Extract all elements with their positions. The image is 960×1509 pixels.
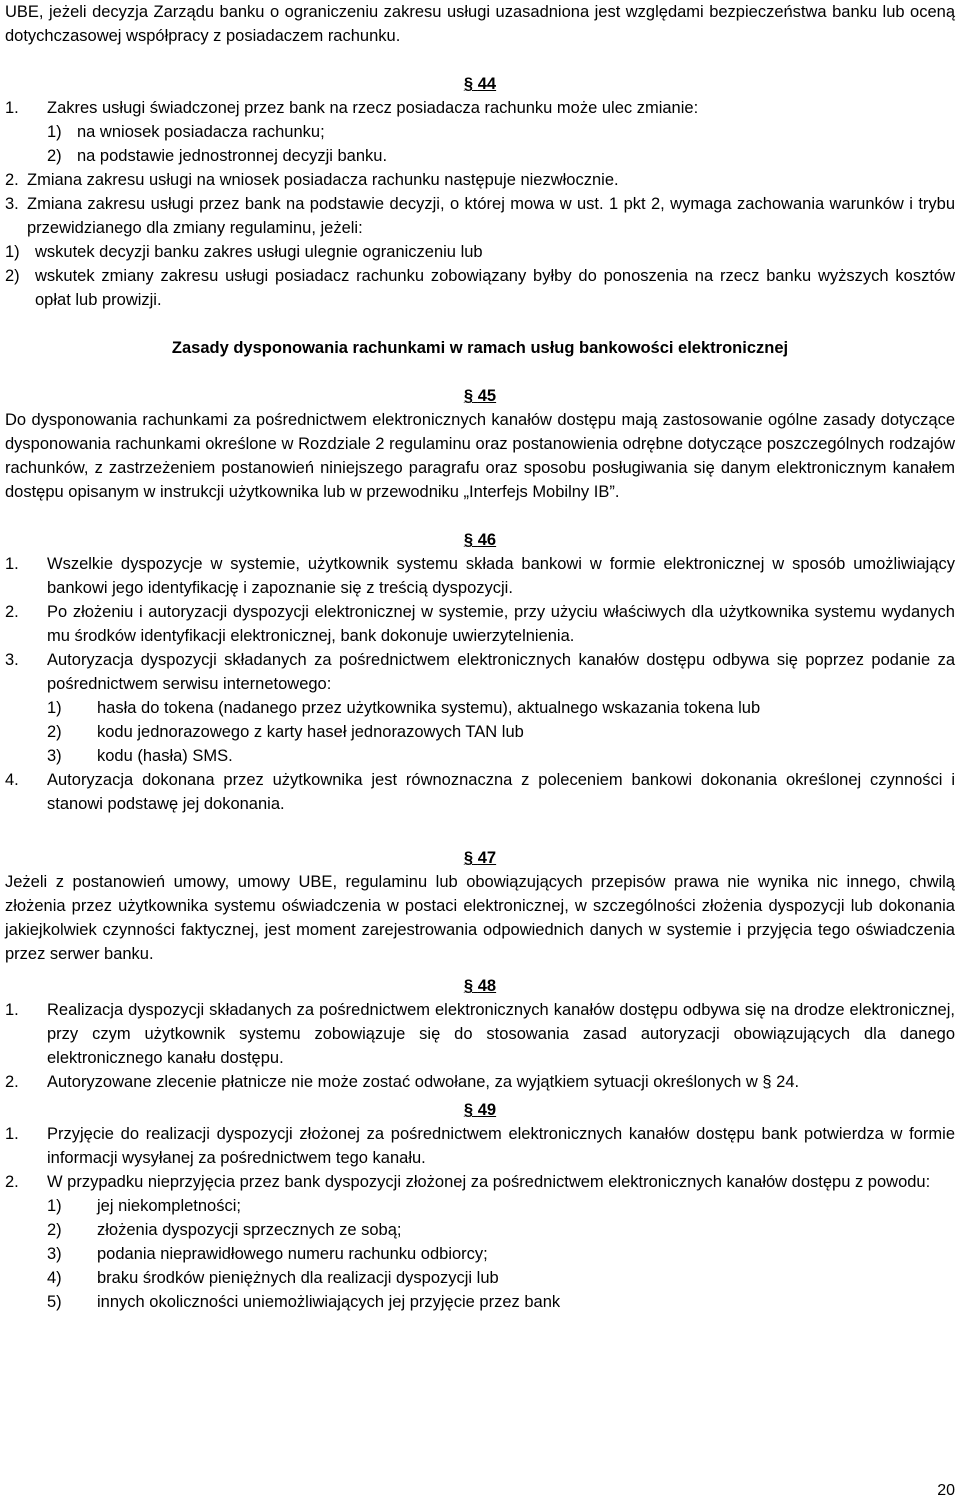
section-number: 44 [477, 75, 497, 93]
list-item: 1. Wszelkie dyspozycje w systemie, użytkownik systemu składa bankowi w formie elektronicznej w sposób umożliwiający bankowi jego identyfikację i zapoznanie się z treścią dyspozycji. [5, 555, 955, 597]
page-number: 20 [937, 1482, 955, 1499]
sub-list-item: 5) innych okoliczności uniemożliwiających jej przyjęcie przez bank [47, 1293, 561, 1311]
sub-list-item: 3) kodu (hasła) SMS. [47, 747, 233, 765]
section-heading-47 [5, 846, 955, 870]
section-number: 49 [477, 1101, 497, 1119]
section-heading-48 [5, 974, 955, 998]
list-item: 3. Zmiana zakresu usługi przez bank na podstawie decyzji, o której mowa w ust. 1 pkt 2, wymaga zachowania warunków i trybu przewidzianego dla zmiany regulaminu, jeżeli: [5, 195, 955, 237]
list-item: 2. Zmiana zakresu usługi na wniosek posiadacza rachunku następuje niezwłocznie. [5, 171, 619, 189]
sub-list-item: 1) wskutek decyzji banku zakres usługi ulegnie ograniczeniu lub [5, 243, 483, 261]
list-item: 3. Autoryzacja dyspozycji składanych za pośrednictwem elektronicznych kanałów dostępu odbywa się poprzez podanie za pośrednictwem serwisu internetowego: [5, 651, 955, 693]
sub-list-item: 4) braku środków pieniężnych dla realizacji dyspozycji lub [47, 1269, 499, 1287]
section-number: 46 [477, 531, 497, 549]
section-heading-45 [5, 384, 955, 408]
section-heading-49 [5, 1098, 955, 1122]
continuation-paragraph: UBE, jeżeli decyzja Zarządu banku o ograniczeniu zakresu usługi uzasadniona jest względami bezpieczeństwa banku lub oceną dotychczasowej współpracy z posiadaczem rachunku. [5, 3, 955, 45]
section-paragraph: Jeżeli z postanowień umowy, umowy UBE, regulaminu lub obowiązujących przepisów prawa nie wynika nic innego, chwilą złożenia przez użytkownika systemu oświadczenia w postaci elektronicznej, w szczególności złożenia dyspozycji lub dokonania jakiejkolwiek czynności faktycznej, jest moment zarejestrowania odpowiednich danych w systemie i przyjęcia tego oświadczenia przez serwer banku. [5, 873, 955, 963]
sub-list-item: 2) kodu jednorazowego z karty haseł jednorazowych TAN lub [47, 723, 524, 741]
list-item: 2. Po złożeniu i autoryzacji dyspozycji elektronicznej w systemie, przy użyciu właściwych dla użytkownika systemu wydanych mu środków identyfikacji elektronicznej, bank dokonuje uwierzytelnienia. [5, 603, 955, 645]
sub-list-item: 1) na wniosek posiadacza rachunku; [47, 123, 325, 141]
sub-list-item: 2) wskutek zmiany zakresu usługi posiadacz rachunku zobowiązany byłby do ponoszenia na rzecz banku wyższych kosztów opłat lub prowizji. [5, 267, 955, 309]
list-item: 1. Realizacja dyspozycji składanych za pośrednictwem elektronicznych kanałów dostępu odbywa się na drodze elektronicznej, przy czym użytkownik systemu zobowiązuje się do stosowania zasad autoryzacji obowiązujących dla danego elektronicznego kanału dostępu. [5, 1001, 955, 1067]
section-number: 45 [477, 387, 497, 405]
sub-list-item: 3) podania nieprawidłowego numeru rachunku odbiorcy; [47, 1245, 488, 1263]
section-heading-44 [5, 72, 955, 96]
list-item: 1. Przyjęcie do realizacji dyspozycji złożonej za pośrednictwem elektronicznych kanałów dostępu bank potwierdza w formie informacji wysyłanej za pośrednictwem tego kanału. [5, 1125, 955, 1167]
section-number: 48 [477, 977, 497, 995]
section-sign: § [463, 75, 474, 93]
section-number: 47 [477, 849, 497, 867]
sub-list-item: 1) hasła do tokena (nadanego przez użytkownika systemu), aktualnego wskazania tokena lub [47, 699, 761, 717]
sub-list-item: 2) złożenia dyspozycji sprzecznych ze sobą; [47, 1221, 402, 1239]
chapter-title: Zasady dysponowania rachunkami w ramach usług bankowości elektronicznej [171, 339, 789, 357]
section-sign: § [463, 531, 474, 549]
section-paragraph: Do dysponowania rachunkami za pośrednictwem elektronicznych kanałów dostępu mają zastosowanie ogólne zasady dotyczące dysponowania rachunkami określone w Rozdziale 2 regulaminu oraz postanowienia odrębne dotyczące poszczególnych rodzajów rachunków, z zastrzeżeniem postanowień niniejszego paragrafu oraz sposobu posługiwania się danym elektronicznym kanałem dostępu opisanym w instrukcji użytkownika lub w przewodniku „Interfejs Mobilny IB”. [5, 411, 955, 501]
list-item: 1. Zakres usługi świadczonej przez bank na rzecz posiadacza rachunku może ulec zmianie: [5, 99, 699, 117]
list-item: 2. Autoryzowane zlecenie płatnicze nie może zostać odwołane, za wyjątkiem sytuacji określonych w § 24. [5, 1073, 800, 1091]
list-item: 4. Autoryzacja dokonana przez użytkownika jest równoznaczna z poleceniem bankowi dokonania określonej czynności i stanowi podstawę jej dokonania. [5, 771, 955, 813]
list-item: 2. W przypadku nieprzyjęcia przez bank dyspozycji złożonej za pośrednictwem elektronicznych kanałów dostępu z powodu: [5, 1173, 931, 1191]
sub-list-item: 1) jej niekompletności; [47, 1197, 241, 1215]
section-sign: § [463, 977, 474, 995]
document-page [5, 0, 955, 1314]
section-heading-46 [5, 528, 955, 552]
sub-list-item: 2) na podstawie jednostronnej decyzji banku. [47, 147, 388, 165]
section-sign: § [463, 387, 474, 405]
section-sign: § [463, 1101, 474, 1119]
section-sign: § [463, 849, 474, 867]
